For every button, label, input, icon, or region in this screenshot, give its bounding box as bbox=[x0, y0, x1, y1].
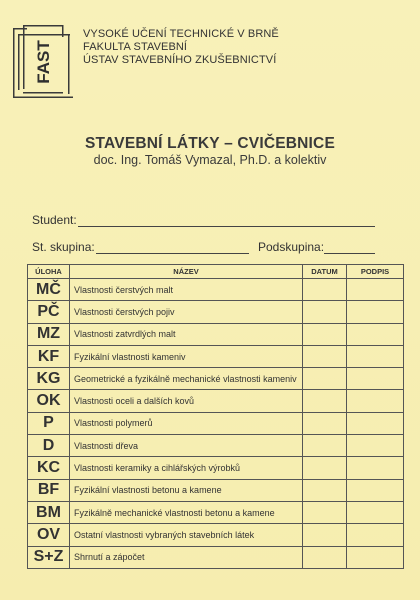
date-cell[interactable] bbox=[303, 435, 347, 457]
table-row bbox=[28, 368, 404, 390]
task-name: Vlastnosti zatvrdlých malt bbox=[70, 323, 303, 345]
signature-cell[interactable] bbox=[347, 457, 404, 479]
date-cell[interactable] bbox=[303, 279, 347, 301]
document-title: STAVEBNÍ LÁTKY – CVIČEBNICE bbox=[85, 135, 335, 152]
table-row bbox=[28, 479, 404, 501]
subgroup-field[interactable] bbox=[324, 253, 375, 254]
task-code: KF bbox=[28, 345, 70, 367]
task-name: Ostatní vlastnosti vybraných stavebních látek bbox=[70, 524, 303, 546]
task-name: Fyzikální vlastnosti kameniv bbox=[70, 345, 303, 367]
signature-cell[interactable] bbox=[347, 524, 404, 546]
task-name: Vlastnosti čerstvých pojiv bbox=[70, 301, 303, 323]
institution-line: ÚSTAV STAVEBNÍHO ZKUŠEBNICTVÍ bbox=[83, 54, 277, 66]
signature-cell[interactable] bbox=[347, 301, 404, 323]
date-cell[interactable] bbox=[303, 390, 347, 412]
institution-block bbox=[83, 28, 279, 67]
student-label: Student: bbox=[32, 213, 77, 227]
task-code: KG bbox=[28, 368, 70, 390]
task-code: PČ bbox=[28, 301, 70, 323]
task-name: Shrnutí a zápočet bbox=[70, 546, 303, 568]
student-field[interactable] bbox=[78, 226, 375, 227]
date-cell[interactable] bbox=[303, 524, 347, 546]
table-row bbox=[28, 279, 404, 301]
header-name: NÁZEV bbox=[70, 265, 303, 279]
signature-cell[interactable] bbox=[347, 412, 404, 434]
table-row bbox=[28, 501, 404, 523]
logo-text: FAST bbox=[34, 40, 53, 84]
header-date: DATUM bbox=[303, 265, 347, 279]
table-row bbox=[28, 412, 404, 434]
institution-line: VYSOKÉ UČENÍ TECHNICKÉ V BRNĚ bbox=[83, 28, 279, 40]
signature-cell[interactable] bbox=[347, 479, 404, 501]
task-code: KC bbox=[28, 457, 70, 479]
signature-cell[interactable] bbox=[347, 501, 404, 523]
signature-cell[interactable] bbox=[347, 279, 404, 301]
date-cell[interactable] bbox=[303, 323, 347, 345]
table-row bbox=[28, 524, 404, 546]
task-code: OK bbox=[28, 390, 70, 412]
task-code: S+Z bbox=[28, 546, 70, 568]
table-row bbox=[28, 390, 404, 412]
task-code: D bbox=[28, 435, 70, 457]
task-code: OV bbox=[28, 524, 70, 546]
subgroup-label: Podskupina: bbox=[258, 240, 325, 254]
task-code: BM bbox=[28, 501, 70, 523]
table-row bbox=[28, 323, 404, 345]
date-cell[interactable] bbox=[303, 301, 347, 323]
group-field[interactable] bbox=[96, 253, 249, 254]
signature-cell[interactable] bbox=[347, 368, 404, 390]
signature-cell[interactable] bbox=[347, 345, 404, 367]
task-name: Vlastnosti oceli a dalších kovů bbox=[70, 390, 303, 412]
date-cell[interactable] bbox=[303, 412, 347, 434]
signature-cell[interactable] bbox=[347, 323, 404, 345]
header-signature: PODPIS bbox=[347, 265, 404, 279]
date-cell[interactable] bbox=[303, 345, 347, 367]
task-code: P bbox=[28, 412, 70, 434]
institution-line: FAKULTA STAVEBNÍ bbox=[83, 41, 188, 53]
table-row bbox=[28, 301, 404, 323]
task-code: MZ bbox=[28, 323, 70, 345]
group-label: St. skupina: bbox=[32, 240, 95, 254]
table-row bbox=[28, 345, 404, 367]
task-code: BF bbox=[28, 479, 70, 501]
date-cell[interactable] bbox=[303, 501, 347, 523]
signature-cell[interactable] bbox=[347, 546, 404, 568]
task-name: Vlastnosti keramiky a cihlářských výrobků bbox=[70, 457, 303, 479]
date-cell[interactable] bbox=[303, 368, 347, 390]
task-name: Vlastnosti čerstvých malt bbox=[70, 279, 303, 301]
task-name: Vlastnosti polymerů bbox=[70, 412, 303, 434]
table-row bbox=[28, 546, 404, 568]
task-name: Fyzikálně mechanické vlastnosti betonu a kamene bbox=[70, 501, 303, 523]
signature-cell[interactable] bbox=[347, 435, 404, 457]
task-table bbox=[27, 264, 404, 569]
authors: doc. Ing. Tomáš Vymazal, Ph.D. a kolektiv bbox=[93, 153, 327, 167]
task-code: MČ bbox=[28, 279, 70, 301]
table-row bbox=[28, 457, 404, 479]
date-cell[interactable] bbox=[303, 457, 347, 479]
task-name: Vlastnosti dřeva bbox=[70, 435, 303, 457]
date-cell[interactable] bbox=[303, 479, 347, 501]
date-cell[interactable] bbox=[303, 546, 347, 568]
table-row bbox=[28, 435, 404, 457]
header-task: ÚLOHA bbox=[28, 265, 70, 279]
task-name: Geometrické a fyzikálně mechanické vlastnosti kameniv bbox=[70, 368, 303, 390]
table-header-row bbox=[28, 265, 404, 279]
signature-cell[interactable] bbox=[347, 390, 404, 412]
task-name: Fyzikální vlastnosti betonu a kamene bbox=[70, 479, 303, 501]
fast-logo-icon bbox=[12, 22, 76, 102]
